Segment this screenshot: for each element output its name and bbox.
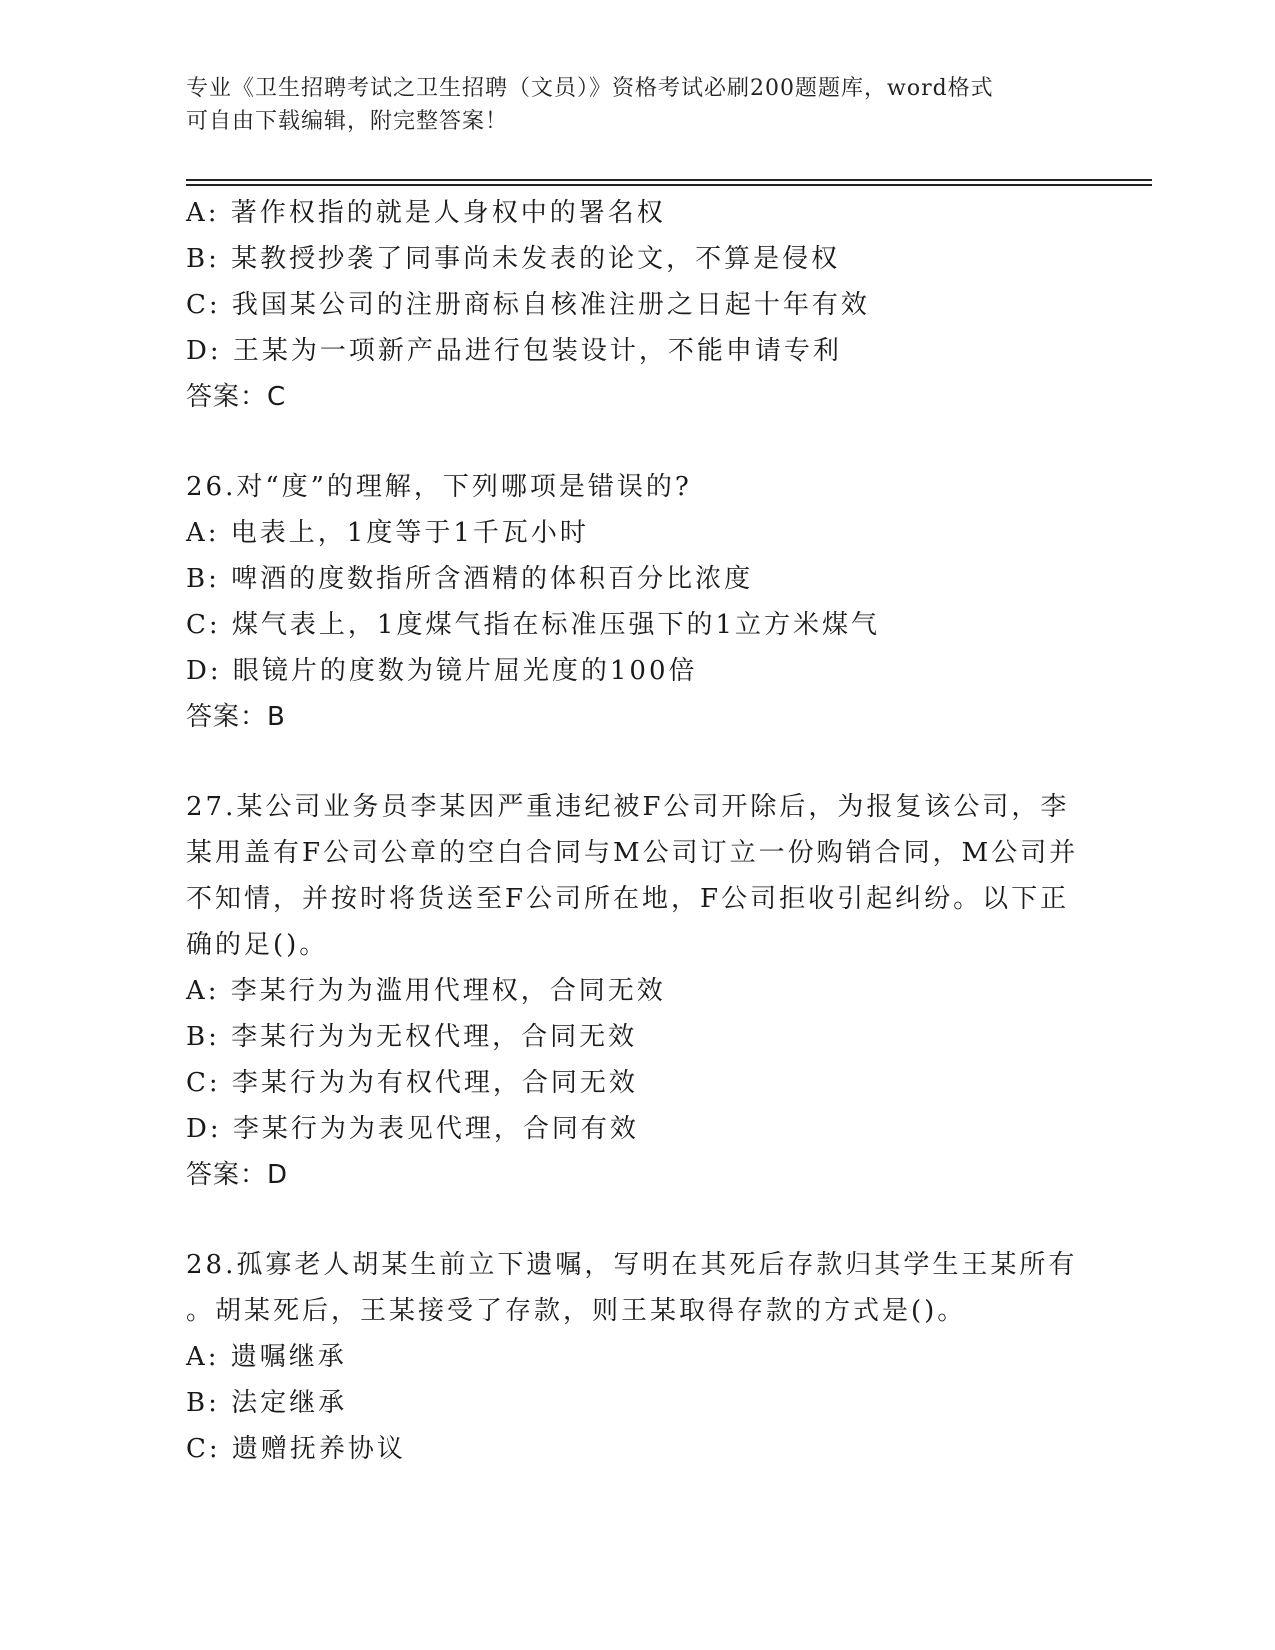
- question-text-line: 。胡某死后，王某接受了存款，则王某取得存款的方式是()。: [186, 1296, 967, 1326]
- spacer: [186, 1198, 1086, 1242]
- question-text-line: 27.某公司业务员李某因严重违纪被F公司开除后，为报复该公司，李: [186, 792, 1070, 822]
- header-divider-bottom: [186, 184, 1152, 186]
- option-c: C: 煤气表上，1度煤气指在标准压强下的1立方米煤气: [186, 610, 881, 640]
- question-text-line: 28.孤寡老人胡某生前立下遗嘱，写明在其死后存款归其学生王某所有: [186, 1250, 1078, 1280]
- answer-line: 答案：D: [186, 1160, 289, 1190]
- option-a: A: 著作权指的就是人身权中的署名权: [186, 198, 666, 228]
- header-divider-top: [186, 179, 1152, 181]
- option-c: C: 我国某公司的注册商标自核准注册之日起十年有效: [186, 290, 870, 320]
- option-d: D: 李某行为为表见代理，合同有效: [186, 1114, 639, 1144]
- question-text-line: 不知情，并按时将货送至F公司所在地，F公司拒收引起纠纷。以下正: [186, 884, 1070, 914]
- option-b: B: 李某行为为无权代理，合同无效: [186, 1022, 638, 1052]
- option-b: B: 啤酒的度数指所含酒精的体积百分比浓度: [186, 564, 754, 594]
- option-a: A: 遗嘱继承: [186, 1342, 347, 1372]
- question-28: [186, 1242, 1086, 1472]
- question-text: 26.对“度”的理解，下列哪项是错误的?: [186, 472, 692, 502]
- spacer: [186, 740, 1086, 784]
- answer-line: 答案：B: [186, 702, 286, 732]
- option-d: D: 眼镜片的度数为镜片屈光度的100倍: [186, 656, 698, 686]
- question-list: [186, 190, 1086, 1472]
- question-text-line: 某用盖有F公司公章的空白合同与M公司订立一份购销合同，M公司并: [186, 838, 1079, 868]
- question-26: [186, 464, 1086, 740]
- question-text-line: 确的足()。: [186, 930, 329, 960]
- option-a: A: 李某行为为滥用代理权，合同无效: [186, 976, 666, 1006]
- question-27: [186, 784, 1086, 1198]
- header-title-line-1: 专业《卫生招聘考试之卫生招聘（文员）》资格考试必刷200题题库，word格式: [186, 76, 994, 101]
- option-c: C: 李某行为为有权代理，合同无效: [186, 1068, 638, 1098]
- option-d: D: 王某为一项新产品进行包装设计，不能申请专利: [186, 336, 842, 366]
- option-a: A: 电表上，1度等于1千瓦小时: [186, 518, 589, 548]
- option-b: B: 法定继承: [186, 1388, 348, 1418]
- option-c: C: 遗赠抚养协议: [186, 1434, 406, 1464]
- document-header: [186, 72, 1086, 138]
- answer-line: 答案：C: [186, 382, 287, 412]
- spacer: [186, 420, 1086, 464]
- header-title-line-2: 可自由下载编辑，附完整答案！: [186, 109, 509, 134]
- question-25: [186, 190, 1086, 420]
- option-b: B: 某教授抄袭了同事尚未发表的论文，不算是侵权: [186, 244, 841, 274]
